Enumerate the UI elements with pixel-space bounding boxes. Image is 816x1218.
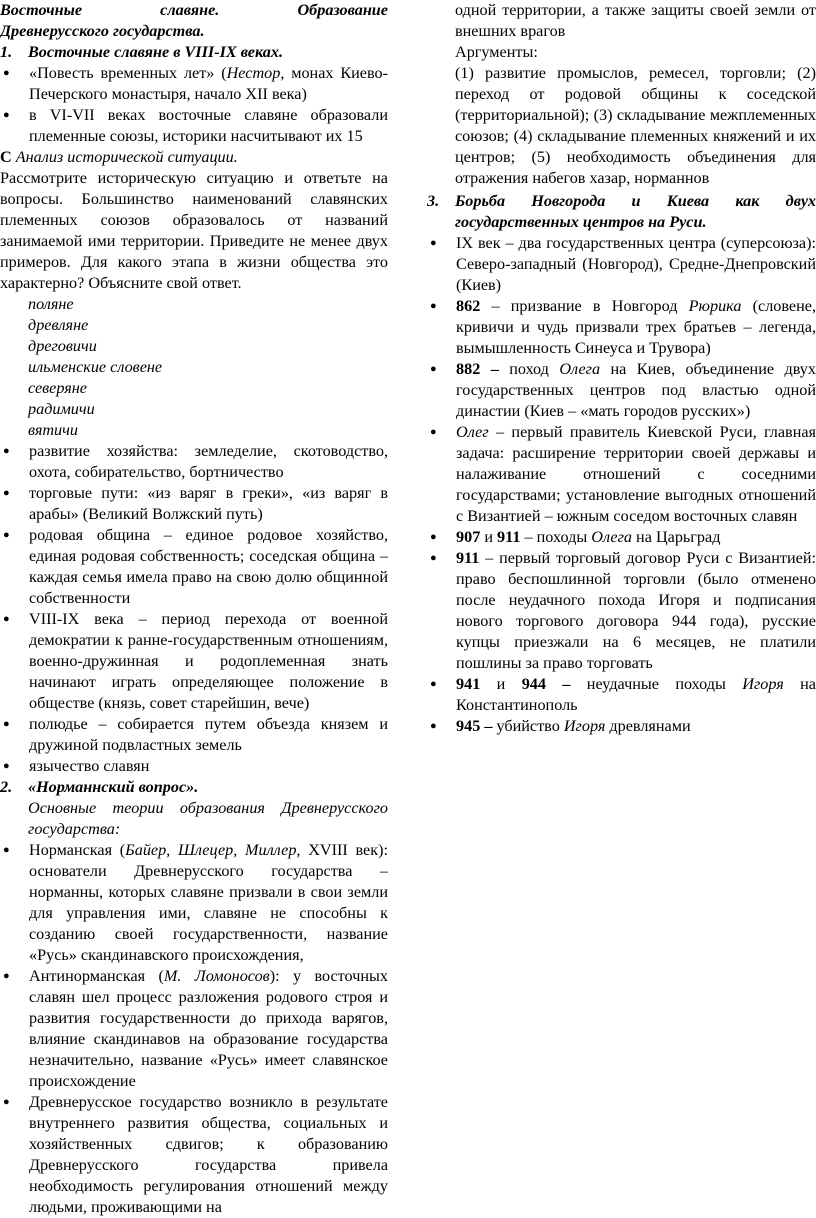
list-item xyxy=(427,359,816,422)
section-2-heading xyxy=(0,777,388,798)
list-item xyxy=(427,674,816,716)
right-column xyxy=(427,0,816,737)
section-1-title: Восточные славяне в VIII-IX веках. xyxy=(28,43,283,61)
analysis-heading xyxy=(0,147,388,168)
section-2-list xyxy=(0,840,388,1218)
text-italic: Игоря xyxy=(563,717,606,735)
text: на Киев, объединение двух государственных центров под властью одной династии (Киев – «мать городов русских») xyxy=(456,360,816,420)
analysis-letter: С xyxy=(0,148,12,166)
text-italic: Рюрика xyxy=(688,297,742,315)
text: ): у восточных славян шел процесс разложения родового строя и развития государственности до прихода варягов, влияние скандинавов на образование государства незначительно, название «Русь» имеет славянское происхождение xyxy=(29,967,388,1090)
analysis-title: Анализ исторической ситуации. xyxy=(11,148,238,166)
section-3-list xyxy=(427,233,816,737)
list-item: ● Древнерусское государство возникло в результате внутреннего развития общества, социальных и хозяйственных сдвигов; к образованию Древнерусского государства привела необходимость регулирования отношений между людьми, проживающими на xyxy=(0,1092,388,1218)
list-item xyxy=(0,966,388,1092)
text-italic: Олега xyxy=(559,360,601,378)
tribe-name: ильменские словене xyxy=(28,358,163,376)
tribe-name: радимичи xyxy=(28,400,95,418)
list-item xyxy=(427,716,816,737)
section-3-title: Борьба Новгорода и Киева как двух государственных центров на Руси. xyxy=(455,192,816,231)
text: – первый правитель Киевской Руси, главная задача: расширение территории своей державы и налаживание отношений с соседними государствами; установление выгодных отношений с Византией – южным соседом восточных славян xyxy=(456,423,816,525)
list-item xyxy=(0,63,388,105)
continuation-text: одной территории, а также защиты своей земли от внешних врагов xyxy=(455,1,816,40)
tribe-name: древляне xyxy=(28,316,89,334)
list-item xyxy=(427,527,816,548)
list-item xyxy=(427,548,816,674)
section-1-number: 1. xyxy=(0,43,13,61)
text-italic: М. Ломоносов xyxy=(163,967,270,985)
section-1-list-a xyxy=(0,63,388,147)
year: 862 xyxy=(456,297,481,315)
list-item xyxy=(0,840,388,966)
list-item xyxy=(427,296,816,359)
section-3-number: 3. xyxy=(427,192,440,210)
tribe-name: поляне xyxy=(28,295,74,313)
section-2-number: 2. xyxy=(0,778,13,796)
list-item: ● IX век – два государственных центра (суперсоюза): Северо-западный (Новгород), Средне-Днепровский (Киев) xyxy=(427,233,816,296)
doc-title-line1: Восточные славяне. Образование xyxy=(0,1,388,19)
text: – призвание в Новгород xyxy=(480,297,689,315)
section-2-title: «Норманнский вопрос». xyxy=(28,778,199,796)
text: (словене, кривичи и чудь призвали трех братьев – легенда, вымышленность Синеуса и Трувора) xyxy=(456,297,816,357)
text: XVIII век): основатели Древнерусского государства – норманны, которых славяне призвали в свои земли для управления ими, славяне не способны к созданию своей государственности, название «Русь» скандинавского происхождения, xyxy=(29,841,388,964)
tribe-name: вятичи xyxy=(28,421,78,439)
year: 944 – xyxy=(521,675,571,693)
text: на Константинополь xyxy=(456,675,816,714)
text-italic: Нестор xyxy=(226,64,281,82)
analysis-task: Рассмотрите историческую ситуацию и ответьте на вопросы. Большинство наименований славянских племенных союзов образовалось от названий занимаемой ими территории. Приведите не менее двух примеров. Для какого этапа в жизни общества это характерно? Объясните свой ответ. xyxy=(0,169,388,292)
doc-title-line2: Древнерусского государства. xyxy=(0,22,205,40)
text-italic: Олега xyxy=(591,528,632,546)
text: неудачные походы xyxy=(570,675,743,693)
year: 907 xyxy=(456,528,481,546)
text: поход xyxy=(498,360,560,378)
list-item: ● торговые пути: «из варяг в греки», «из варяг в арабы» (Великий Волжский путь) xyxy=(0,483,388,525)
arguments-text: (1) развитие промыслов, ремесел, торговли; (2) переход от родовой общины к соседской (территориальной); (3) складывание межплеменных союзов; (4) складывание племенных княжений и их центров; (5) необходимость объединения для отражения набегов хазар, норманнов xyxy=(455,64,816,187)
list-item: ● в VI-VII веках восточные славяне образовали племенные союзы, историки насчитывают их 15 xyxy=(0,105,388,147)
list-item: ● развитие хозяйства: земледелие, скотоводство, охота, собирательство, бортничество xyxy=(0,441,388,483)
tribes-list xyxy=(0,294,388,441)
list-item: ● язычество славян xyxy=(0,756,388,777)
list-item: ● VIII-IX века – период перехода от военной демократии к ранне-государственным отношениям, военно-дружинная и родоплеменная знать начинают играть определяющее положение в обществе (князь, совет старейшин, вече) xyxy=(0,609,388,714)
section-2-subtitle: Основные теории образования Древнерусского государства: xyxy=(28,799,388,838)
text-italic: Байер, Шлецер, Миллер, xyxy=(125,841,301,859)
text: Норманская ( xyxy=(29,841,126,859)
text-italic: Олег xyxy=(456,423,489,441)
text: – походы xyxy=(520,528,592,546)
text: Антинорманская ( xyxy=(29,967,164,985)
year: 911 xyxy=(456,549,480,567)
left-column xyxy=(0,0,388,1218)
list-item xyxy=(427,422,816,527)
text-italic: Игоря xyxy=(742,675,784,693)
text: древлянами xyxy=(605,717,691,735)
section-1-list-b xyxy=(0,441,388,777)
section-1-heading xyxy=(0,42,388,63)
doc-title xyxy=(0,0,388,21)
text: «Повесть временных лет» ( xyxy=(29,64,227,82)
tribe-name: северяне xyxy=(28,379,87,397)
year: 941 xyxy=(456,675,481,693)
list-item: ● родовая община – единое родовое хозяйство, единая родовая собственность; соседская община – каждая семья имела право на свою долю общинной собственности xyxy=(0,525,388,609)
text: и xyxy=(480,528,498,546)
arguments-label: Аргументы: xyxy=(455,43,538,61)
tribe-name: дреговичи xyxy=(28,337,97,355)
text: убийство xyxy=(492,717,564,735)
text: и xyxy=(480,675,522,693)
list-item: ● полюдье – собирается путем объезда князем и дружиной подвластных земель xyxy=(0,714,388,756)
year: 945 – xyxy=(456,717,493,735)
section-3-heading xyxy=(427,191,816,233)
text: на Царьград xyxy=(632,528,721,546)
text: – первый торговый договор Руси с Византией: право беспошлинной торговли (было отменено после неудачного похода Игоря и подписания нового торгового договора 944 года), русские купцы приезжали на 6 месяцев, не платили пошлины за право торговать xyxy=(456,549,816,672)
text: , монах Киево-Печерского монастыря, начало XII века) xyxy=(29,64,388,103)
year: 911 xyxy=(497,528,521,546)
year: 882 – xyxy=(456,360,499,378)
